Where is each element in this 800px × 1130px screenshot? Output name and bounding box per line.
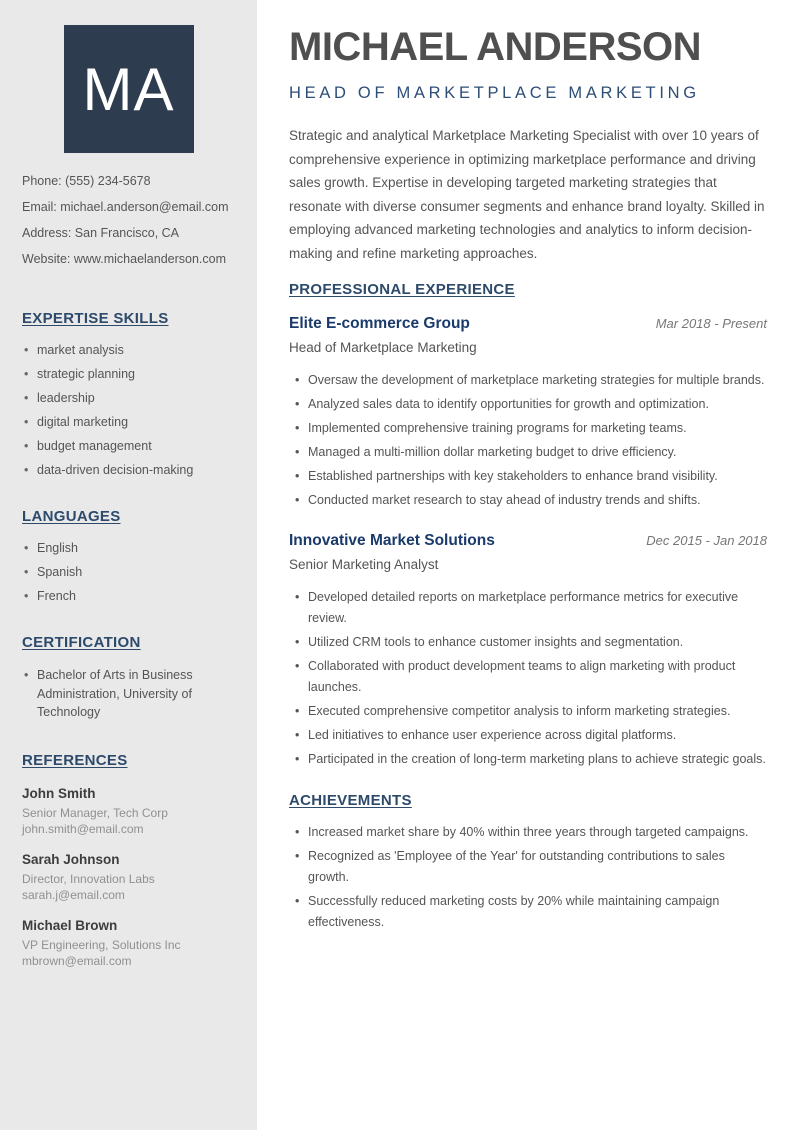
skill-item: • market analysis <box>24 342 194 358</box>
page-title: MICHAEL ANDERSON <box>289 25 702 69</box>
achievement-bullet: • Increased market share by 40% within three years through targeted campaigns. <box>289 822 767 843</box>
contact-phone: Phone: (555) 234-5678 <box>22 174 151 188</box>
reference-title: Senior Manager, Tech Corp <box>22 805 168 820</box>
language-item: • English <box>24 540 194 556</box>
job-header <box>289 314 767 334</box>
avatar <box>64 25 194 153</box>
job-bullet: • Implemented comprehensive training programs for marketing teams. <box>289 418 767 439</box>
skill-item: • data-driven decision-making <box>24 462 194 478</box>
job-bullet: • Utilized CRM tools to enhance customer insights and segmentation. <box>289 632 767 653</box>
job-dates: Dec 2015 - Jan 2018 <box>646 533 767 548</box>
certification-list <box>24 666 194 722</box>
job-bullet-list <box>289 370 767 511</box>
job-bullet: • Participated in the creation of long-term marketing plans to achieve strategic goals. <box>289 749 767 770</box>
skills-list <box>24 342 194 478</box>
achievement-bullet: • Successfully reduced marketing costs by 20% while maintaining campaign effectiveness. <box>289 891 767 933</box>
job-bullet: • Developed detailed reports on marketplace performance metrics for executive review. <box>289 587 767 629</box>
job-bullet: • Collaborated with product development teams to align marketing with product launches. <box>289 656 767 698</box>
job-bullet: • Led initiatives to enhance user experience across digital platforms. <box>289 725 767 746</box>
contact-info <box>22 173 239 268</box>
avatar-initials: MA <box>82 55 175 123</box>
languages-heading: LANGUAGES <box>22 508 121 525</box>
achievements-list <box>289 822 767 933</box>
reference-title: VP Engineering, Solutions Inc <box>22 937 181 952</box>
role-subtitle: HEAD OF MARKETPLACE MARKETING <box>289 84 700 102</box>
reference-email: sarah.j@email.com <box>22 888 125 902</box>
job-bullet: • Managed a multi-million dollar marketing budget to drive efficiency. <box>289 442 767 463</box>
skill-item: • budget management <box>24 438 194 454</box>
job-bullet: • Analyzed sales data to identify opportunities for growth and optimization. <box>289 394 767 415</box>
job-bullet: • Oversaw the development of marketplace marketing strategies for multiple brands. <box>289 370 767 391</box>
reference-name: John Smith <box>22 785 96 801</box>
reference-person <box>22 785 239 838</box>
job-header <box>289 531 767 551</box>
reference-person <box>22 917 239 970</box>
references-heading: REFERENCES <box>22 751 128 769</box>
contact-email: Email: michael.anderson@email.com <box>22 200 229 214</box>
experience-heading: PROFESSIONAL EXPERIENCE <box>289 281 515 298</box>
reference-person <box>22 851 239 904</box>
reference-email: john.smith@email.com <box>22 822 144 836</box>
language-item: • Spanish <box>24 564 194 580</box>
job-bullet-list <box>289 587 767 770</box>
references-list <box>22 785 239 970</box>
achievements-heading: ACHIEVEMENTS <box>289 792 412 809</box>
skill-item: • leadership <box>24 390 194 406</box>
company-name: Elite E-commerce Group <box>289 315 470 332</box>
skill-item: • strategic planning <box>24 366 194 382</box>
main-content <box>257 0 800 1130</box>
skills-heading: EXPERTISE SKILLS <box>22 310 169 327</box>
job-position: Head of Marketplace Marketing <box>289 340 477 355</box>
contact-website: Website: www.michaelanderson.com <box>22 252 227 266</box>
certification-heading: CERTIFICATION <box>22 634 141 651</box>
company-name: Innovative Market Solutions <box>289 532 495 549</box>
achievement-bullet: • Recognized as 'Employee of the Year' for outstanding contributions to sales growth. <box>289 846 767 888</box>
job-entry <box>289 314 767 511</box>
certification-item: • Bachelor of Arts in Business Administration, University of Technology <box>24 666 194 722</box>
skill-item: • digital marketing <box>24 414 194 430</box>
reference-name: Michael Brown <box>22 917 118 933</box>
job-position: Senior Marketing Analyst <box>289 557 439 572</box>
sidebar <box>0 0 257 1130</box>
job-bullet: • Conducted market research to stay ahead of industry trends and shifts. <box>289 490 767 511</box>
language-item: • French <box>24 588 194 604</box>
reference-name: Sarah Johnson <box>22 851 120 867</box>
job-bullet: • Executed comprehensive competitor analysis to inform marketing strategies. <box>289 701 767 722</box>
job-dates: Mar 2018 - Present <box>655 316 767 331</box>
reference-title: Director, Innovation Labs <box>22 871 155 886</box>
job-bullet: • Established partnerships with key stakeholders to enhance brand visibility. <box>289 466 767 487</box>
languages-list <box>24 540 194 604</box>
reference-email: mbrown@email.com <box>22 954 132 968</box>
professional-summary: Strategic and analytical Marketplace Marketing Specialist with over 10 years of comprehensive experience in optimizing marketplace performance and driving sales growth. Expertise in developing targeted marketing strategies that resonate with diverse consumer segments and enhance brand loyalty. Skilled in employing advanced marketing technologies and analytics to inform decision-making and refine marketing approaches. <box>289 128 765 261</box>
job-entry <box>289 531 767 770</box>
contact-address: Address: San Francisco, CA <box>22 226 180 240</box>
